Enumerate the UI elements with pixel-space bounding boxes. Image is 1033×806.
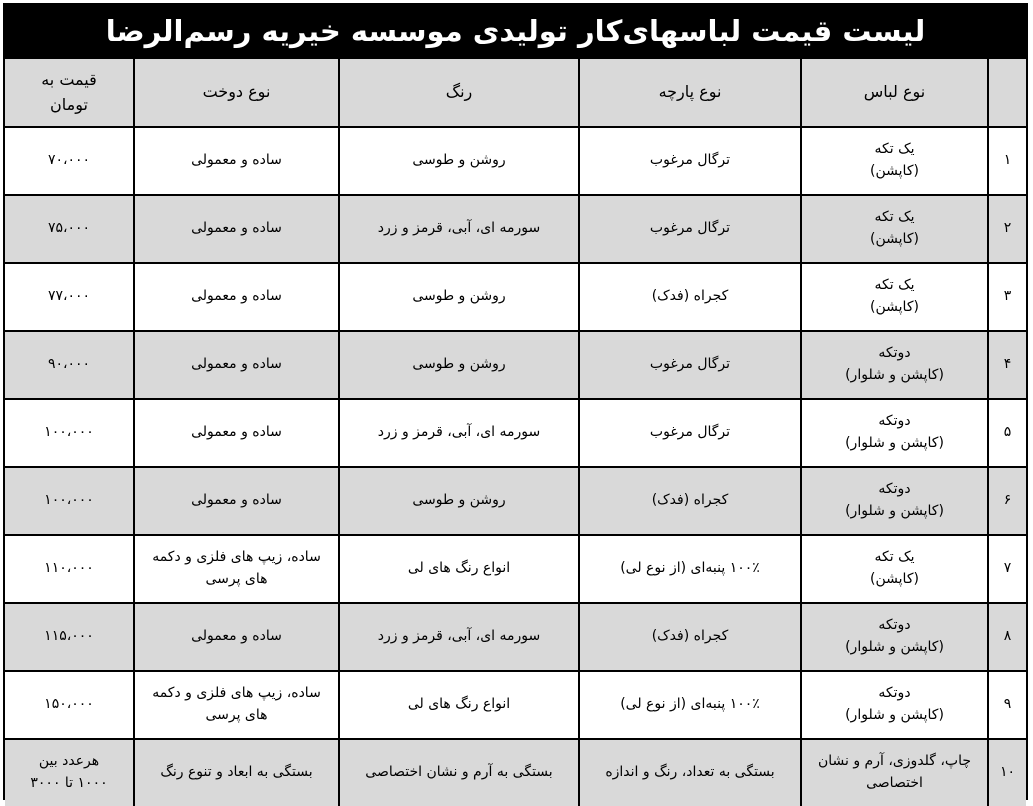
fabric-cell: بستگی به تعداد، رنگ و اندازه: [578, 740, 800, 806]
sewing-line1: ساده و معمولی: [191, 356, 282, 373]
price-line1: ۱۱۵،۰۰۰: [44, 628, 94, 645]
garment-type: دوتکه: [878, 685, 911, 702]
table-row: [5, 468, 1026, 536]
fabric-cell: کجراه (فدک): [578, 264, 800, 332]
sewing-line2: های پرسی: [205, 707, 268, 723]
garment-detail: (کاپشن و شلوار): [845, 503, 944, 519]
garment-cell: [800, 604, 987, 672]
color-cell: بستگی به آرم و نشان اختصاصی: [338, 740, 578, 806]
color-cell: روشن و طوسی: [338, 128, 578, 196]
table-row: [5, 536, 1026, 604]
price-line1: ۱۰۰،۰۰۰: [44, 424, 94, 441]
garment-type: دوتکه: [878, 617, 911, 634]
row-number: ۷: [987, 536, 1026, 604]
color-cell: روشن و طوسی: [338, 332, 578, 400]
header-price: [5, 59, 133, 128]
sewing-cell: [133, 536, 338, 604]
garment-type: دوتکه: [878, 413, 911, 430]
garment-cell: [800, 400, 987, 468]
table-row: [5, 128, 1026, 196]
table-row: [5, 196, 1026, 264]
header-index: [987, 59, 1026, 128]
sewing-cell: [133, 264, 338, 332]
row-number: ۲: [987, 196, 1026, 264]
fabric-cell: کجراه (فدک): [578, 468, 800, 536]
price-cell: [5, 264, 133, 332]
price-line1: ۱۰۰،۰۰۰: [44, 492, 94, 509]
row-number: ۳: [987, 264, 1026, 332]
sewing-cell: [133, 196, 338, 264]
garment-detail: (کاپشن): [870, 231, 919, 247]
price-cell: [5, 536, 133, 604]
sewing-line1: ساده و معمولی: [191, 288, 282, 305]
sewing-line1: ساده، زیپ های فلزی و دکمه: [152, 549, 321, 566]
garment-detail: (کاپشن): [870, 299, 919, 315]
garment-detail: (کاپشن و شلوار): [845, 707, 944, 723]
table-row: [5, 264, 1026, 332]
garment-type: یک تکه: [874, 141, 915, 158]
price-cell: [5, 468, 133, 536]
price-cell: [5, 672, 133, 740]
garment-detail: اختصاصی: [866, 775, 923, 791]
sewing-line1: ساده و معمولی: [191, 424, 282, 441]
garment-detail: (کاپشن و شلوار): [845, 435, 944, 451]
price-cell: [5, 128, 133, 196]
price-line2: ۱۰۰۰ تا ۳۰۰۰: [30, 775, 108, 791]
price-line1: ۱۱۰،۰۰۰: [44, 560, 94, 577]
fabric-cell: ترگال مرغوب: [578, 332, 800, 400]
header-price-line1: قیمت به: [41, 69, 97, 89]
sewing-cell: [133, 672, 338, 740]
color-cell: سورمه ای، آبی، قرمز و زرد: [338, 400, 578, 468]
sewing-line1: ساده و معمولی: [191, 492, 282, 509]
header-fabric-type: نوع پارچه: [578, 59, 800, 128]
color-cell: سورمه ای، آبی، قرمز و زرد: [338, 604, 578, 672]
table-row: [5, 672, 1026, 740]
row-number: ۱: [987, 128, 1026, 196]
row-number: ۱۰: [987, 740, 1026, 806]
fabric-cell: ۱۰۰٪ پنبه‌ای (از نوع لی): [578, 672, 800, 740]
row-number: ۹: [987, 672, 1026, 740]
price-list-sheet: [3, 3, 1028, 800]
garment-cell: [800, 468, 987, 536]
sewing-cell: [133, 468, 338, 536]
color-cell: سورمه ای، آبی، قرمز و زرد: [338, 196, 578, 264]
fabric-cell: ۱۰۰٪ پنبه‌ای (از نوع لی): [578, 536, 800, 604]
sewing-cell: [133, 740, 338, 806]
page-title: لیست قیمت لباسهای‌کار تولیدی موسسه خیریه رسم‌الرضا: [5, 5, 1026, 59]
garment-detail: (کاپشن): [870, 571, 919, 587]
color-cell: روشن و طوسی: [338, 264, 578, 332]
table-row: [5, 740, 1026, 806]
table-row: [5, 332, 1026, 400]
color-cell: روشن و طوسی: [338, 468, 578, 536]
sewing-line1: بستگی به ابعاد و تنوع رنگ: [160, 764, 313, 781]
price-line1: ۷۵،۰۰۰: [47, 220, 91, 237]
garment-cell: [800, 128, 987, 196]
header-garment-type: نوع لباس: [800, 59, 987, 128]
garment-type: یک تکه: [874, 549, 915, 566]
row-number: ۶: [987, 468, 1026, 536]
garment-type: دوتکه: [878, 345, 911, 362]
row-number: ۸: [987, 604, 1026, 672]
garment-cell: [800, 264, 987, 332]
table-row: [5, 400, 1026, 468]
garment-type: دوتکه: [878, 481, 911, 498]
price-line1: هرعدد بین: [38, 753, 100, 770]
price-table: [5, 59, 1026, 806]
price-line1: ۷۰،۰۰۰: [47, 152, 91, 169]
garment-type: یک تکه: [874, 277, 915, 294]
garment-cell: [800, 536, 987, 604]
sewing-line1: ساده و معمولی: [191, 220, 282, 237]
sewing-cell: [133, 400, 338, 468]
color-cell: انواع رنگ های لی: [338, 672, 578, 740]
row-number: ۴: [987, 332, 1026, 400]
sewing-cell: [133, 332, 338, 400]
garment-cell: [800, 740, 987, 806]
garment-cell: [800, 332, 987, 400]
price-cell: [5, 400, 133, 468]
price-cell: [5, 740, 133, 806]
garment-cell: [800, 196, 987, 264]
garment-detail: (کاپشن): [870, 163, 919, 179]
garment-type: یک تکه: [874, 209, 915, 226]
fabric-cell: ترگال مرغوب: [578, 196, 800, 264]
header-price-line2: تومان: [50, 94, 88, 114]
fabric-cell: ترگال مرغوب: [578, 400, 800, 468]
price-cell: [5, 604, 133, 672]
price-line1: ۱۵۰،۰۰۰: [44, 696, 94, 713]
sewing-cell: [133, 604, 338, 672]
row-number: ۵: [987, 400, 1026, 468]
sewing-line2: های پرسی: [205, 571, 268, 587]
price-cell: [5, 196, 133, 264]
table-row: [5, 604, 1026, 672]
garment-cell: [800, 672, 987, 740]
header-row: [5, 59, 1026, 128]
price-line1: ۷۷،۰۰۰: [47, 288, 91, 305]
sewing-cell: [133, 128, 338, 196]
header-color: رنگ: [338, 59, 578, 128]
garment-detail: (کاپشن و شلوار): [845, 639, 944, 655]
garment-detail: (کاپشن و شلوار): [845, 367, 944, 383]
header-sewing-type: نوع دوخت: [133, 59, 338, 128]
color-cell: انواع رنگ های لی: [338, 536, 578, 604]
fabric-cell: ترگال مرغوب: [578, 128, 800, 196]
sewing-line1: ساده و معمولی: [191, 152, 282, 169]
sewing-line1: ساده و معمولی: [191, 628, 282, 645]
fabric-cell: کجراه (فدک): [578, 604, 800, 672]
sewing-line1: ساده، زیپ های فلزی و دکمه: [152, 685, 321, 702]
price-line1: ۹۰،۰۰۰: [47, 356, 91, 373]
garment-type: چاپ، گلدوزی، آرم و نشان: [817, 753, 972, 770]
price-cell: [5, 332, 133, 400]
